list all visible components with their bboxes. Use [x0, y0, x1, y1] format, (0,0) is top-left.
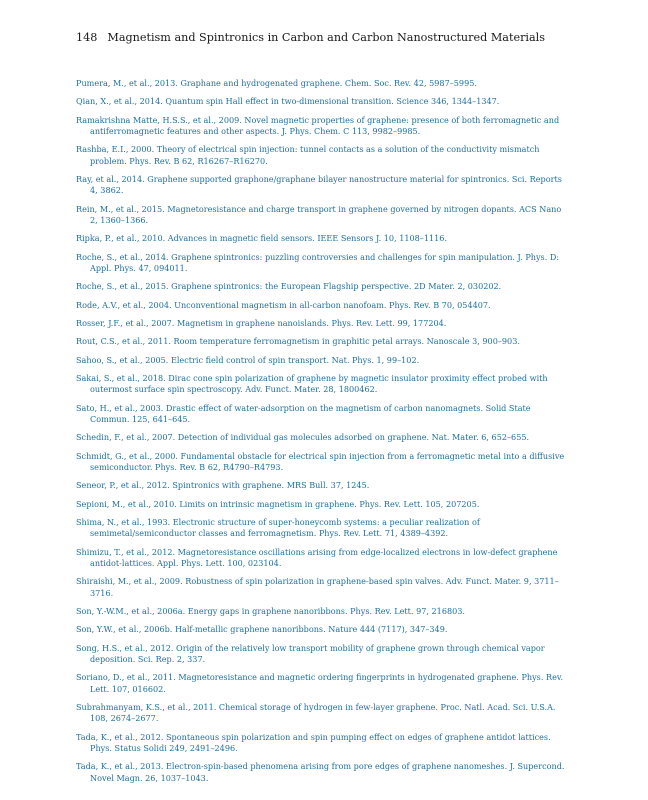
reference-entry: Soriano, D., et al., 2011. Magnetoresistance and magnetic ordering fingerprints in hydrogenated graphene. Phys. Rev. Lett. 107, 016602. — [76, 672, 564, 694]
reference-entry: Ramakrishna Matte, H.S.S., et al., 2009. Novel magnetic properties of graphene: presence of both ferromagnetic and antiferromagnetic features and other aspects. J. Phys. Chem. C 113, 9982–9985. — [76, 114, 560, 136]
reference-entry: Schmidt, G., et al., 2000. Fundamental obstacle for electrical spin injection from a ferromagnetic metal into a diffusive semiconductor. Phys. Rev. B 62, R4790–R4793. — [76, 450, 565, 472]
reference-entry: Shimizu, T., et al., 2012. Magnetoresistance oscillations arising from edge-localized electrons in low-defect graphene antidot-lattices. Appl. Phys. Lett. 100, 023104. — [76, 546, 558, 568]
page-number: 148 — [76, 31, 98, 44]
running-head — [76, 31, 545, 44]
reference-entry: Roche, S., et al., 2015. Graphene spintronics: the European Flagship perspective. 2D Mater. 2, 030202. — [76, 281, 502, 292]
reference-entry: Son, Y.-W.M., et al., 2006a. Energy gaps in graphene nanoribbons. Phys. Rev. Lett. 97, 216803. — [76, 606, 465, 616]
reference-entry: Ripka, P., et al., 2010. Advances in magnetic field sensors. IEEE Sensors J. 10, 1108–1116. — [76, 233, 448, 244]
reference-entry: Rode, A.V., et al., 2004. Unconventional magnetism in all-carbon nanofoam. Phys. Rev. B 70, 054407. — [76, 299, 491, 310]
reference-entry: Shiraishi, M., et al., 2009. Robustness of spin polarization in graphene-based spin valves. Adv. Funct. Mater. 9, 3711–3716. — [76, 576, 559, 598]
reference-entry: Sepioni, M., et al., 2010. Limits on intrinsic magnetism in graphene. Phys. Rev. Lett. 105, 207205. — [76, 498, 480, 509]
reference-entry: Schedin, F., et al., 2007. Detection of individual gas molecules adsorbed on graphene. Nat. Mater. 6, 652–655. — [76, 432, 530, 443]
reference-entry: Tada, K., et al., 2012. Spontaneous spin polarization and spin pumping effect on edges of graphene antidot lattices. Phys. Status Solidi 249, 2491–2496. — [76, 731, 551, 754]
reference-entry: Rout, C.S., et al., 2011. Room temperature ferromagnetism in graphitic petal arrays. Nanoscale 3, 900–903. — [76, 336, 520, 347]
reference-entry: Seneor, P., et al., 2012. Spintronics with graphene. MRS Bull. 37, 1245. — [76, 480, 370, 491]
reference-entry: Pumera, M., et al., 2013. Graphane and hydrogenated graphene. Chem. Soc. Rev. 42, 5987–5995. — [76, 78, 477, 88]
reference-entry: Rashba, E.I., 2000. Theory of electrical spin injection: tunnel contacts as a solution of the conductivity mismatch problem. Phys. Rev. B 62, R16267–R16270. — [76, 144, 540, 166]
reference-entry: Ray, et al., 2014. Graphene supported graphone/graphane bilayer nanostructure material for spintronics. Sci. Reports 4, 3862. — [76, 174, 562, 196]
reference-entry: Sato, H., et al., 2003. Drastic effect of water-adsorption on the magnetism of carbon nanomagnets. Solid State Commun. 125, 641–645. — [76, 402, 531, 424]
running-title: Magnetism and Spintronics in Carbon and Carbon Nanostructured Materials — [107, 31, 545, 44]
reference-entry: Song, H.S., et al., 2012. Origin of the relatively low transport mobility of graphene grown through chemical vapor deposition. Sci. Rep. 2, 337. — [76, 642, 545, 664]
reference-entry: Qian, X., et al., 2014. Quantum spin Hall effect in two-dimensional transition. Science 346, 1344–1347. — [76, 96, 500, 107]
reference-entry: Roche, S., et al., 2014. Graphene spintronics: puzzling controversies and challenges for spin manipulation. J. Phys. D: Appl. Phys. 47, 094011. — [76, 251, 560, 274]
reference-entry: Shima, N., et al., 1993. Electronic structure of super-honeycomb systems: a peculiar realization of semimetal/semiconductor classes and ferromagnetism. Phys. Rev. Lett. 71, 4389–4392. — [76, 516, 480, 539]
reference-entry: Tada, K., et al., 2013. Electron-spin-based phenomena arising from pore edges of graphene nanomeshes. J. Supercond. Novel Magn. 26, 1037–1043. — [76, 761, 565, 783]
reference-entry: Rein, M., et al., 2015. Magnetoresistance and charge transport in graphene governed by nitrogen dopants. ACS Nano 2, 1360–1366. — [76, 203, 562, 226]
reference-entry: Son, Y.W., et al., 2006b. Half-metallic graphene nanoribbons. Nature 444 (7117), 347–349. — [76, 624, 448, 635]
reference-entry: Subrahmanyam, K.S., et al., 2011. Chemical storage of hydrogen in few-layer graphene. Proc. Natl. Acad. Sci. U.S.A. 108, 2674–2677. — [76, 702, 556, 724]
reference-entry: Rosser, J.F., et al., 2007. Magnetism in graphene nanoislands. Phys. Rev. Lett. 99, 177204. — [76, 318, 447, 328]
reference-entry: Sakai, S., et al., 2018. Dirac cone spin polarization of graphene by magnetic insulator proximity effect probed with outermost surface spin spectroscopy. Adv. Funct. Mater. 28, 1800462. — [76, 372, 548, 395]
reference-list — [76, 78, 566, 791]
reference-entry: Sahoo, S., et al., 2005. Electric field control of spin transport. Nat. Phys. 1, 99–102. — [76, 354, 420, 365]
